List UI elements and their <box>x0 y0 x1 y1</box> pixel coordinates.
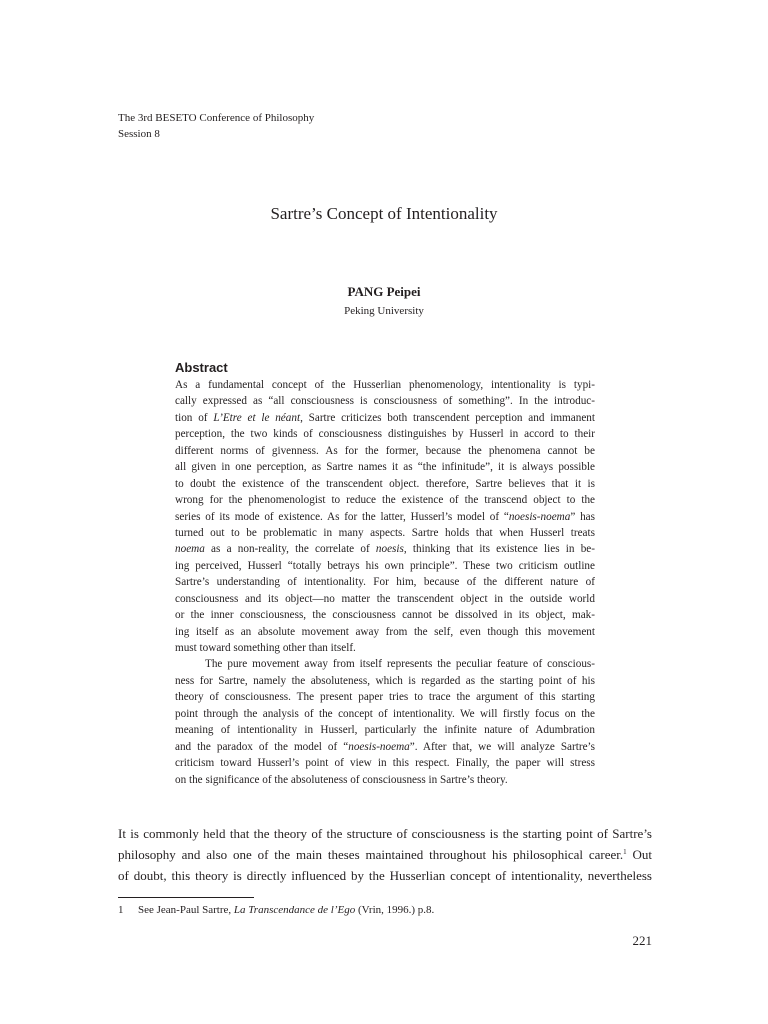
abstract-line: Sartre’s understanding of intentionality. For him, because of the different nature of <box>175 576 595 589</box>
abstract-line: criticism toward Husserl’s point of view in this respect. Finally, the paper will stress <box>175 757 595 770</box>
abstract-line: ing itself as an absolute movement away from the self, even though this movement <box>175 625 595 638</box>
body-text: Out <box>626 847 652 862</box>
abstract-text: , Sartre criticizes both transcendent perception and immanent <box>300 411 595 424</box>
abstract-line: cally expressed as “all consciousness is consciousness of something”. In the introduc- <box>175 395 595 408</box>
footnote-divider <box>118 897 254 898</box>
abstract-line: point through the analysis of the concept of intentionality. We will firstly focus on the <box>175 707 595 720</box>
abstract-text: ”. After that, we will analyze Sartre’s <box>409 740 595 753</box>
session-label: Session 8 <box>118 128 160 140</box>
abstract-text: as a non-reality, the correlate of <box>204 543 376 556</box>
abstract-text: , thinking that its existence lies in be- <box>403 543 595 556</box>
abstract-line: must toward something other than itself. <box>175 642 356 654</box>
footnote-number: 1 <box>118 904 124 916</box>
abstract-line: different norms of givenness. As for the former, because the phenomena cannot be <box>175 444 595 457</box>
abstract-line: theory of consciousness. The present paper tries to trace the argument of this starting <box>175 691 595 704</box>
abstract-line: on the significance of the absoluteness of consciousness in Sartre’s theory. <box>175 773 508 786</box>
running-header <box>118 110 314 142</box>
italic-term: noema <box>175 543 205 556</box>
conference-name: The 3rd BESETO Conference of Philosophy <box>118 112 315 124</box>
abstract-line <box>175 739 595 755</box>
abstract-line: ness for Sartre, namely the absoluteness, which is regarded as the starting point of his <box>175 674 595 687</box>
footnote-text: (Vrin, 1996.) p.8. <box>355 904 435 916</box>
page-number: 221 <box>632 933 652 948</box>
italic-term: noesis-noema <box>508 510 571 523</box>
author-name: PANG Peipei <box>347 284 421 299</box>
footnote-text: See Jean-Paul Sartre, <box>138 904 234 916</box>
italic-term: noesis <box>375 543 404 556</box>
abstract-line: consciousness and its object—no matter the transcendent object in the outside world <box>175 592 595 605</box>
abstract-line: The pure movement away from itself represents the peculiar feature of conscious- <box>205 658 595 671</box>
abstract-line: all given in one perception, as Sartre names it as “the infinitude”, it is always possible <box>175 461 595 474</box>
footnote <box>118 903 434 917</box>
abstract-line <box>175 410 595 426</box>
abstract-line: or the inner consciousness, the consciousness cannot be dissolved in its object, mak- <box>175 609 595 622</box>
abstract-line: turned out to be problematic in many aspects. Sartre holds that when Husserl treats <box>175 526 595 539</box>
abstract-text: series of its mode of existence. As for the latter, Husserl’s model of “ <box>175 510 509 523</box>
abstract-text: ” has <box>570 510 595 523</box>
body-line <box>118 844 652 865</box>
abstract-line <box>175 541 595 557</box>
abstract-line: wrong for the phenomenologist to reduce the existence of the transcend object to the <box>175 494 595 507</box>
body-line: It is commonly held that the theory of the structure of consciousness is the starting point of Sartre’s <box>118 826 652 841</box>
book-title: L’Etre et le néant <box>213 411 301 424</box>
body-line: of doubt, this theory is directly influenced by the Husserlian concept of intentionality, nevertheless <box>118 868 652 883</box>
footnote-book-title: La Transcendance de l’Ego <box>233 904 356 916</box>
abstract-text: and the paradox of the model of “ <box>175 740 349 753</box>
paper-title: Sartre’s Concept of Intentionality <box>270 204 498 223</box>
abstract-line: to doubt the existence of the transcendent object. therefore, Sartre believes that it is <box>175 477 595 490</box>
body-text: philosophy and also one of the main theses maintained throughout his philosophical career. <box>118 847 624 862</box>
footnote-reference[interactable]: 1 <box>623 848 627 856</box>
abstract-line: meaning of intentionality in Husserl, particularly the infinite nature of Adumbration <box>175 724 595 737</box>
abstract-line: ing perceived, Husserl “totally betrays his own principle”. These two criticism outline <box>175 559 595 572</box>
author-affiliation: Peking University <box>344 305 424 317</box>
body-paragraph <box>118 823 652 886</box>
italic-term: noesis-noema <box>348 740 410 753</box>
abstract-line <box>175 509 595 525</box>
abstract-heading: Abstract <box>175 360 228 375</box>
abstract-line: As a fundamental concept of the Husserlian phenomenology, intentionality is typi- <box>175 379 595 391</box>
abstract-line: perception, the two kinds of consciousness distinguishes by Husserl in accord to their <box>175 428 595 441</box>
abstract-text: tion of <box>175 411 214 424</box>
abstract-body <box>175 377 595 788</box>
